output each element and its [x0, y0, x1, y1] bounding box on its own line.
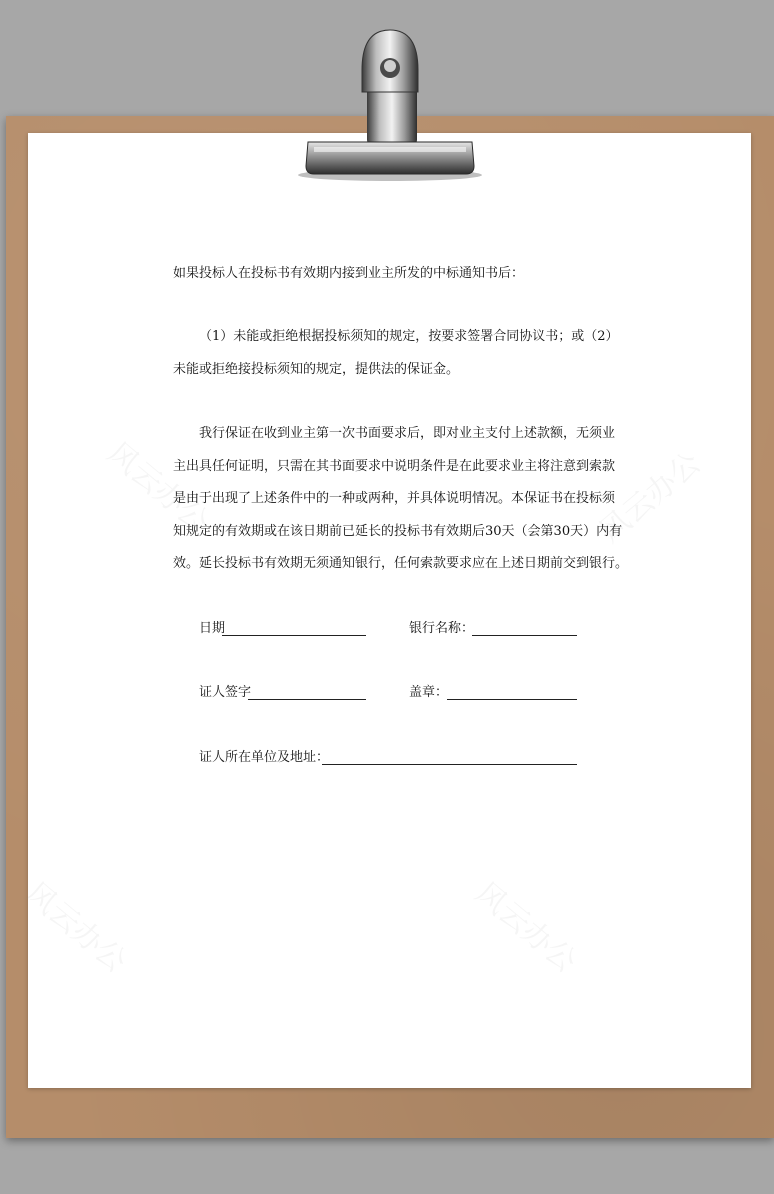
watermark: 风云办公 [468, 875, 583, 980]
paragraph-line: 效。延长投标书有效期无须通知银行，任何索款要求应在上述日期前交到银行。 [173, 556, 629, 571]
watermark: 风云办公 [593, 445, 708, 550]
intro-line: 如果投标人在投标书有效期内接到业主所发的中标通知书后： [173, 266, 525, 281]
paragraph-line: 知规定的有效期或在该日期前已延长的投标书有效期后30天（会第30天）内有 [173, 523, 623, 539]
seal-line [447, 699, 577, 700]
paragraph-line: （1）未能或拒绝根据投标须知的规定，按要求签署合同协议书；或（2） [199, 329, 619, 344]
witness-address-line [322, 764, 577, 765]
seal-label: 盖章： [409, 685, 449, 700]
bank-name-line [472, 635, 577, 636]
paragraph-line: 是由于出现了上述条件中的一种或两种，并具体说明情况。本保证书在投标须 [173, 491, 616, 506]
paragraph-line: 我行保证在收到业主第一次书面要求后，即对业主支付上述款额，无须业 [199, 426, 616, 441]
paragraph-line: 未能或拒绝接投标须知的规定，提供法的保证金。 [173, 361, 460, 377]
date-line [222, 635, 366, 636]
watermark: 风云办公 [18, 875, 133, 980]
guarantee-paragraph [173, 418, 629, 581]
witness-signature-label: 证人签字 [199, 685, 252, 700]
witness-signature-line [248, 699, 366, 700]
bank-name-label: 银行名称： [409, 621, 475, 636]
watermark: 风云办公 [100, 435, 215, 540]
date-label: 日期 [199, 621, 226, 636]
paragraph-line: 主出具任何证明，只需在其书面要求中说明条件是在此要求业主将注意到索款 [173, 458, 616, 474]
conditions-paragraph [173, 321, 619, 386]
witness-address-label: 证人所在单位及地址： [199, 750, 330, 765]
